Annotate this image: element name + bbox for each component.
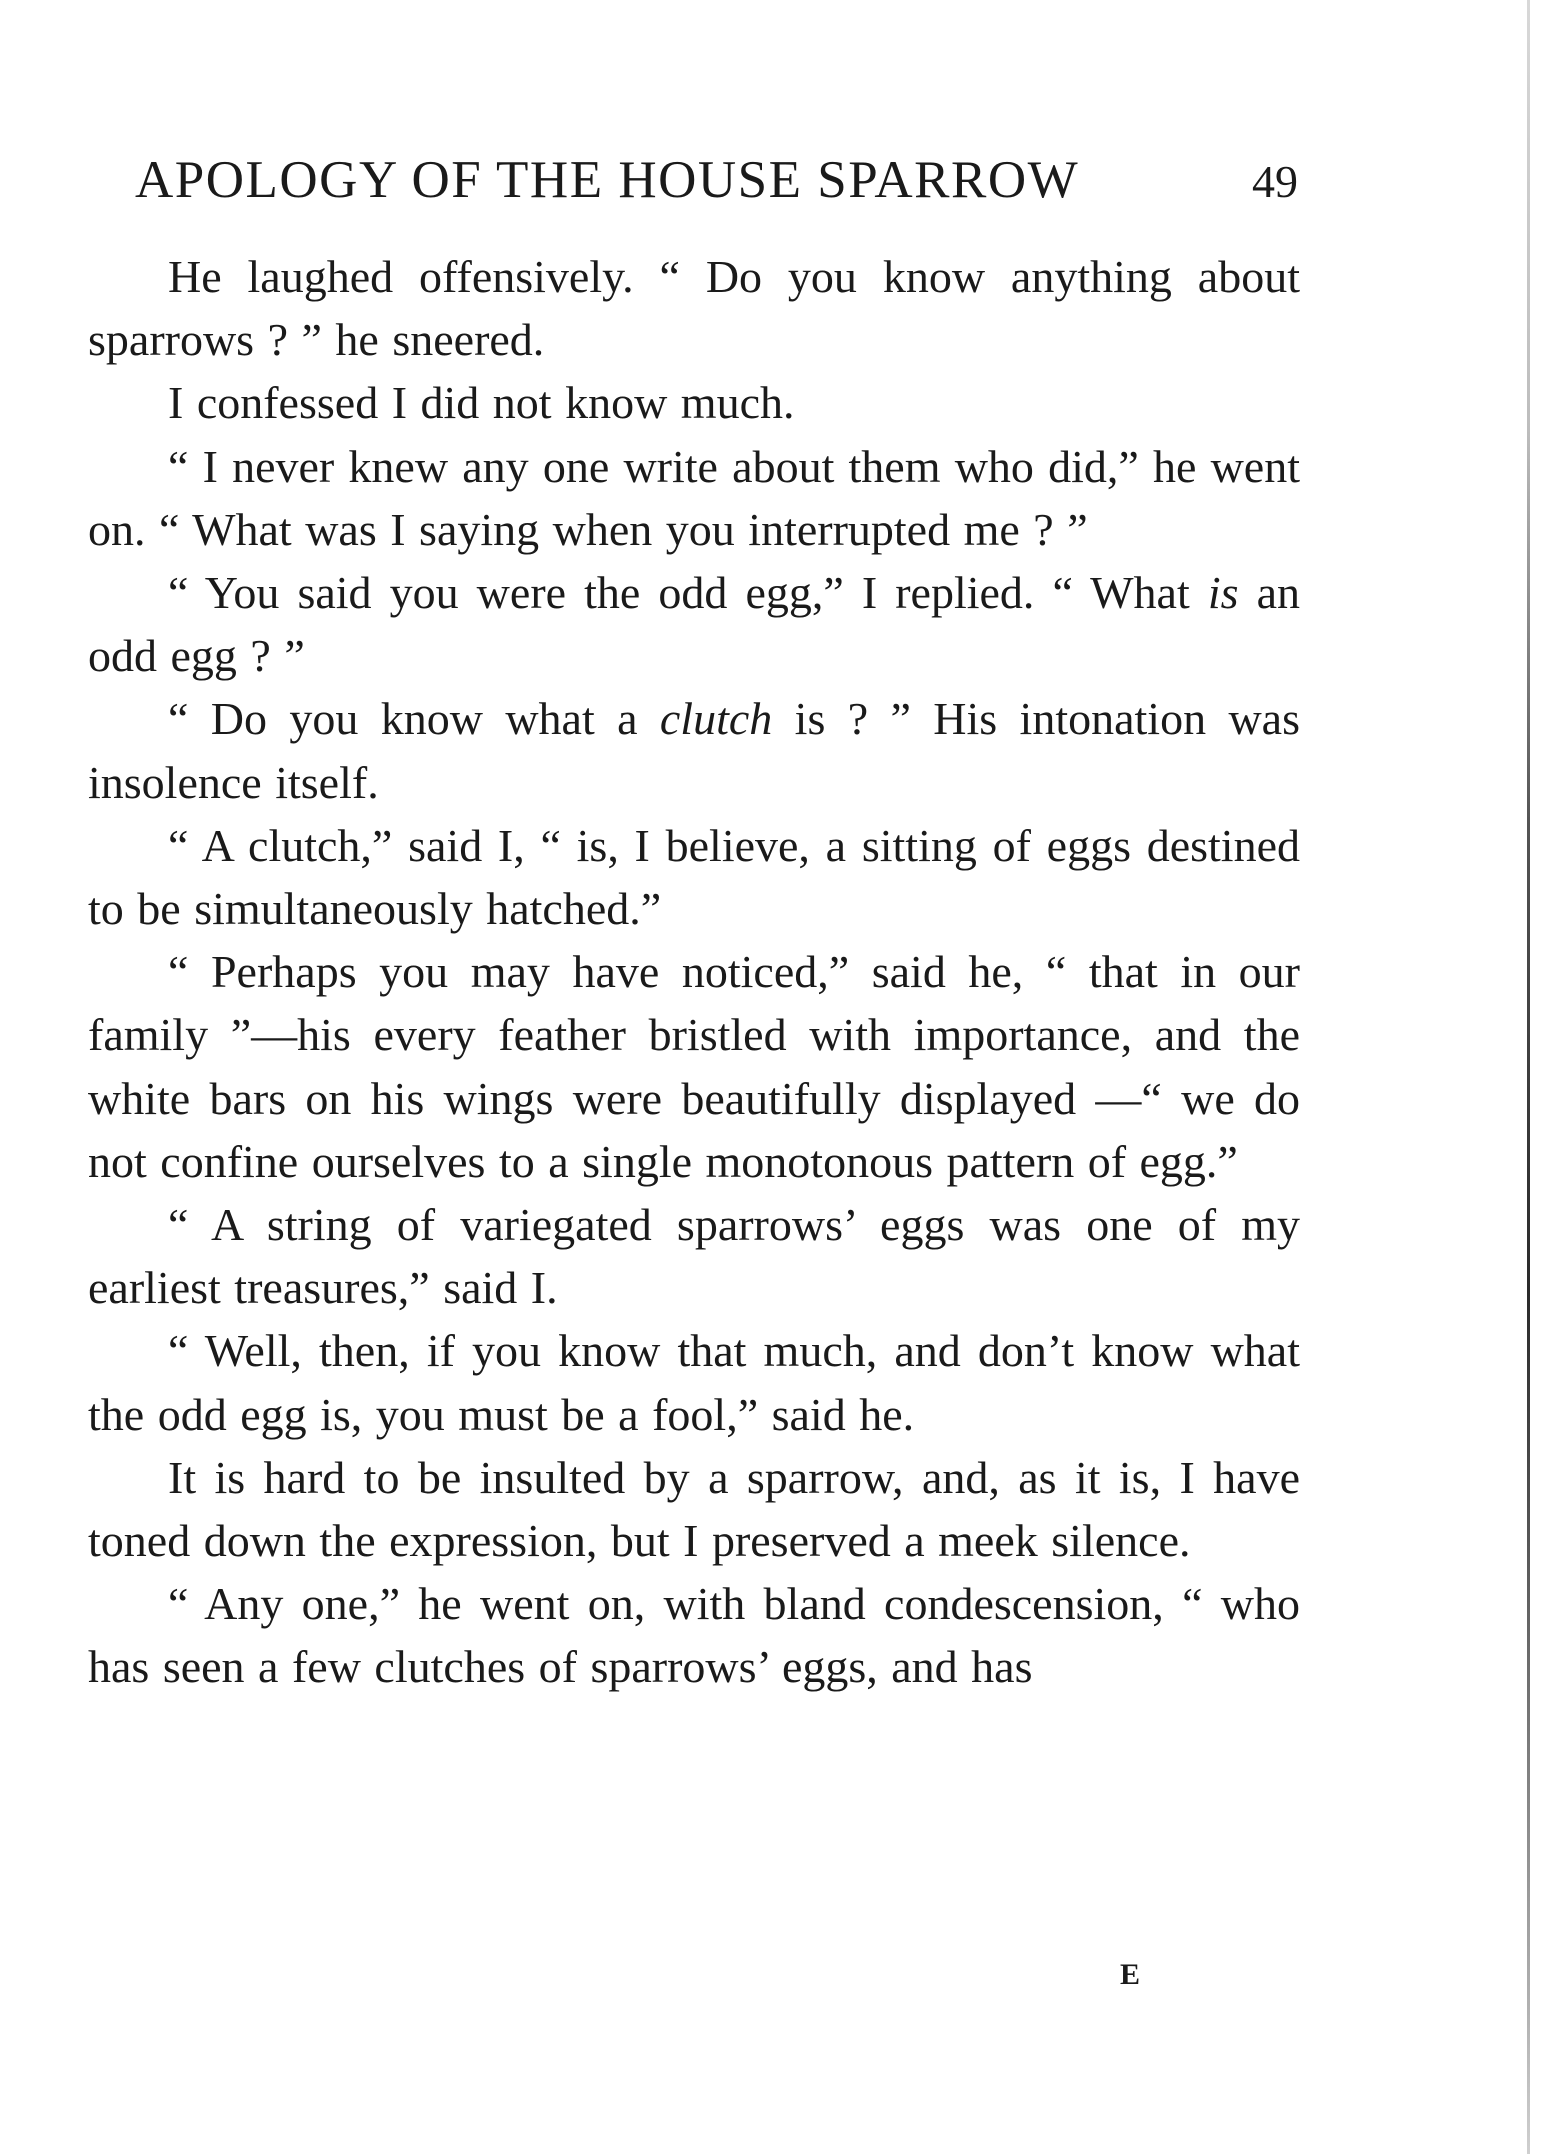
- text-run: “ Any one,” he went on, with bland condescension, “ who has seen a few clutches of sparrows’ eggs, and has: [88, 1578, 1300, 1693]
- signature-mark: E: [1120, 1958, 1142, 1991]
- paragraph: [88, 814, 1300, 940]
- text-run: is ? ” His intonation was insolence itself.: [88, 693, 1300, 808]
- text-run: I confessed I did not know much.: [168, 377, 795, 429]
- text-run: “ Well, then, if you know that much, and don’t know what the odd egg is, you must be a fool,” said he.: [88, 1325, 1300, 1440]
- paragraph: [88, 687, 1300, 813]
- paragraph: [88, 561, 1300, 687]
- paragraph: [88, 435, 1300, 561]
- paragraph: [88, 940, 1300, 1193]
- text-run: “ A string of variegated sparrows’ eggs was one of my earliest treasures,” said I.: [88, 1199, 1300, 1314]
- page-number: 49: [1252, 156, 1298, 207]
- paragraph: [88, 245, 1300, 371]
- text-run: “ Do you know what a: [168, 693, 660, 745]
- paragraph: [88, 371, 1300, 434]
- running-head: [135, 150, 1298, 210]
- text-run: He laughed offensively. “ Do you know anything about sparrows ? ” he sneered.: [88, 251, 1300, 366]
- paragraph: [88, 1572, 1300, 1698]
- body-text: [88, 245, 1300, 1699]
- page-edge: [1527, 0, 1530, 2154]
- paragraph: [88, 1193, 1300, 1319]
- paragraph: [88, 1319, 1300, 1445]
- italic-text: is: [1207, 567, 1239, 619]
- italic-text: clutch: [659, 693, 773, 745]
- text-run: It is hard to be insulted by a sparrow, and, as it is, I have toned down the expression, but I preserved a meek silence.: [88, 1451, 1300, 1567]
- text-run: “ I never knew any one write about them who did,” he went on. “ What was I saying when you interrupted me ? ”: [88, 440, 1300, 555]
- text-run: “ A clutch,” said I, “ is, I believe, a sitting of eggs destined to be simultaneously hatched.”: [88, 819, 1300, 935]
- text-run: an odd egg ? ”: [88, 567, 1300, 682]
- text-run: “ You said you were the odd egg,” I replied. “ What: [168, 567, 1208, 619]
- text-run: “ Perhaps you may have noticed,” said he, “ that in our family ”—his every feather bristled with importance, and the white bars on his wings were beautifully displayed —“ we do not confine ourselves to a single monotonous pattern of egg.”: [88, 946, 1300, 1187]
- chapter-title: APOLOGY OF THE HOUSE SPARROW: [135, 151, 1080, 209]
- paragraph: [88, 1446, 1300, 1572]
